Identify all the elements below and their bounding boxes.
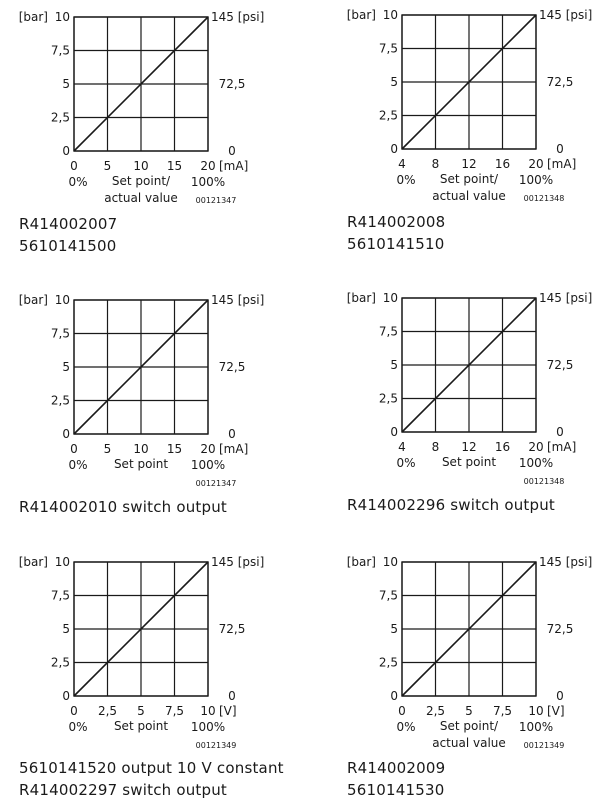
y-left-tick-label: 7,5 <box>378 324 398 339</box>
y-left-tick-label: 10 <box>382 291 398 305</box>
x-unit: [mA] <box>219 159 249 173</box>
x-axis-label: actual value <box>432 189 506 203</box>
y-right-tick-label: 145 [psi] <box>211 10 265 24</box>
y-left-tick-label: 2,5 <box>378 108 398 123</box>
x-tick-label: 15 <box>166 159 183 173</box>
y-right-tick-label: 72,5 <box>218 77 246 91</box>
caption-line: 5610141530 <box>347 781 445 799</box>
x-tick-label: 10 <box>528 704 544 718</box>
x-tick-label: 0 <box>70 442 78 456</box>
y-left-tick-label: 10 <box>54 555 70 569</box>
caption-line: R414002296 switch output <box>347 496 556 514</box>
x-axis-label: actual value <box>104 191 178 205</box>
y-left-tick-label: 5 <box>62 360 70 374</box>
chart-caption <box>347 211 445 255</box>
x-tick-label: 7,5 <box>164 704 185 718</box>
x-tick-label: 2,5 <box>425 704 446 718</box>
x-percent-end: 100% <box>518 720 554 734</box>
plot-frame <box>74 300 208 434</box>
x-percent-start: 0% <box>396 173 416 187</box>
x-tick-label: 4 <box>398 440 406 454</box>
y-left-unit: [bar] <box>18 293 48 307</box>
x-unit: [V] <box>219 704 237 718</box>
y-left-unit: [bar] <box>346 291 376 305</box>
x-tick-label: 7,5 <box>492 704 513 718</box>
x-tick-label: 10 <box>133 442 149 456</box>
x-tick-label: 8 <box>431 157 440 171</box>
y-left-tick-label: 2,5 <box>50 655 70 670</box>
chart-caption <box>19 213 117 257</box>
x-axis-label: Set point/ <box>111 174 171 188</box>
figure-id: 00121347 <box>195 479 237 488</box>
x-tick-label: 16 <box>494 157 511 171</box>
x-percent-start: 0% <box>68 720 88 734</box>
y-left-tick-label: 10 <box>382 555 398 569</box>
x-axis-label: Set point/ <box>439 172 499 186</box>
x-tick-label: 0 <box>398 704 406 718</box>
x-tick-label: 5 <box>103 159 112 173</box>
figure-id: 00121347 <box>195 196 237 205</box>
x-tick-label: 4 <box>398 157 406 171</box>
x-tick-label: 12 <box>461 440 477 454</box>
y-left-tick-label: 0 <box>62 427 70 441</box>
x-axis-label: Set point <box>113 719 169 733</box>
y-left-tick-label: 2,5 <box>378 655 398 670</box>
caption-line: R414002009 <box>347 759 446 777</box>
y-left-tick-label: 0 <box>390 142 398 156</box>
y-left-unit: [bar] <box>18 10 48 24</box>
chart-caption <box>19 496 227 518</box>
x-tick-label: 16 <box>494 440 511 454</box>
y-right-tick-label: 0 <box>556 425 564 439</box>
y-right-tick-label: 145 [psi] <box>539 555 593 569</box>
y-right-tick-label: 0 <box>228 689 236 703</box>
series-line <box>402 562 536 696</box>
x-percent-start: 0% <box>68 458 88 472</box>
y-right-tick-label: 145 [psi] <box>539 291 593 305</box>
x-axis-label: actual value <box>432 736 506 750</box>
x-axis-label: Set point/ <box>439 719 499 733</box>
chart-caption <box>347 757 445 801</box>
grid <box>402 298 536 432</box>
figure-id: 00121348 <box>523 194 565 203</box>
x-tick-label: 5 <box>465 704 473 718</box>
x-axis-label: Set point <box>113 457 169 471</box>
y-left-tick-label: 5 <box>62 77 70 91</box>
y-left-tick-label: 2,5 <box>50 110 70 125</box>
x-tick-label: 0 <box>70 704 78 718</box>
caption-line: R414002010 switch output <box>19 498 228 516</box>
y-left-tick-label: 10 <box>382 8 398 22</box>
plot-frame <box>74 17 208 151</box>
x-unit: [mA] <box>547 157 577 171</box>
plot-frame <box>402 562 536 696</box>
y-left-tick-label: 5 <box>390 622 398 636</box>
y-left-tick-label: 2,5 <box>378 391 398 406</box>
x-tick-label: 8 <box>431 440 440 454</box>
y-left-unit: [bar] <box>18 555 48 569</box>
grid <box>74 300 208 434</box>
y-left-tick-label: 10 <box>54 293 70 307</box>
y-right-tick-label: 72,5 <box>546 358 574 372</box>
x-tick-label: 20 <box>528 440 544 454</box>
x-tick-label: 5 <box>103 442 112 456</box>
caption-line: R414002007 <box>19 215 118 233</box>
series-line <box>402 298 536 432</box>
x-tick-label: 5 <box>137 704 145 718</box>
y-right-tick-label: 0 <box>228 427 236 441</box>
plot-frame <box>402 15 536 149</box>
y-left-tick-label: 5 <box>62 622 70 636</box>
y-right-tick-label: 145 [psi] <box>539 8 593 22</box>
y-left-unit: [bar] <box>346 555 376 569</box>
y-left-unit: [bar] <box>346 8 376 22</box>
x-percent-end: 100% <box>190 458 226 472</box>
caption-line: R414002297 switch output <box>19 781 228 799</box>
grid <box>74 562 208 696</box>
y-right-tick-label: 0 <box>556 142 564 156</box>
series-line <box>74 562 208 696</box>
y-left-tick-label: 10 <box>54 10 70 24</box>
y-left-tick-label: 7,5 <box>50 588 70 603</box>
series-line <box>402 15 536 149</box>
plot-frame <box>74 562 208 696</box>
figure-id: 00121349 <box>195 741 237 750</box>
y-right-tick-label: 72,5 <box>218 622 246 636</box>
y-left-tick-label: 0 <box>390 425 398 439</box>
x-unit: [mA] <box>219 442 249 456</box>
grid <box>74 17 208 151</box>
grid <box>402 562 536 696</box>
caption-line: 5610141510 <box>347 235 445 253</box>
series-line <box>74 17 208 151</box>
x-percent-end: 100% <box>190 175 226 189</box>
x-tick-label: 15 <box>166 442 183 456</box>
x-tick-label: 10 <box>133 159 149 173</box>
x-tick-label: 10 <box>200 704 216 718</box>
x-percent-end: 100% <box>518 173 554 187</box>
x-tick-label: 20 <box>528 157 544 171</box>
y-left-tick-label: 0 <box>62 144 70 158</box>
x-percent-start: 0% <box>396 720 416 734</box>
y-right-tick-label: 0 <box>556 689 564 703</box>
y-right-tick-label: 145 [psi] <box>211 293 265 307</box>
y-left-tick-label: 7,5 <box>50 43 70 58</box>
y-left-tick-label: 5 <box>390 75 398 89</box>
caption-line: R414002008 <box>347 213 446 231</box>
grid <box>402 15 536 149</box>
x-tick-label: 12 <box>461 157 477 171</box>
y-left-tick-label: 5 <box>390 358 398 372</box>
y-left-tick-label: 0 <box>390 689 398 703</box>
x-unit: [V] <box>547 704 565 718</box>
y-right-tick-label: 145 [psi] <box>211 555 265 569</box>
figure-id: 00121349 <box>523 741 565 750</box>
caption-line: 5610141520 output 10 V constant <box>19 759 284 777</box>
y-left-tick-label: 7,5 <box>378 41 398 56</box>
x-tick-label: 2,5 <box>97 704 118 718</box>
y-left-tick-label: 7,5 <box>378 588 398 603</box>
y-right-tick-label: 72,5 <box>218 360 246 374</box>
x-tick-label: 20 <box>200 159 216 173</box>
x-percent-start: 0% <box>68 175 88 189</box>
x-percent-start: 0% <box>396 456 416 470</box>
y-right-tick-label: 0 <box>228 144 236 158</box>
series-line <box>74 300 208 434</box>
caption-line: 5610141500 <box>19 237 117 255</box>
figure-id: 00121348 <box>523 477 565 486</box>
x-percent-end: 100% <box>190 720 226 734</box>
y-right-tick-label: 72,5 <box>546 75 574 89</box>
x-tick-label: 20 <box>200 442 216 456</box>
y-left-tick-label: 0 <box>62 689 70 703</box>
y-left-tick-label: 7,5 <box>50 326 70 341</box>
chart-caption <box>19 757 284 801</box>
y-right-tick-label: 72,5 <box>546 622 574 636</box>
x-unit: [mA] <box>547 440 577 454</box>
x-percent-end: 100% <box>518 456 554 470</box>
chart-caption <box>347 494 555 516</box>
x-axis-label: Set point <box>441 455 497 469</box>
x-tick-label: 0 <box>70 159 78 173</box>
y-left-tick-label: 2,5 <box>50 393 70 408</box>
plot-frame <box>402 298 536 432</box>
